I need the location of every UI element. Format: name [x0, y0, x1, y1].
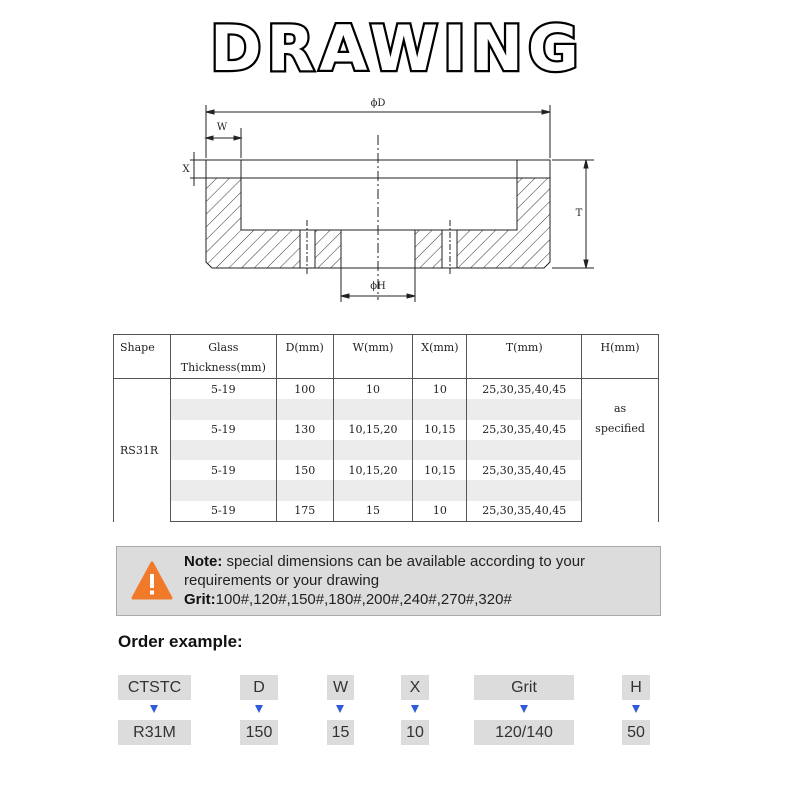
order-example-title: Order example:	[118, 632, 243, 651]
order-key-ctstc: CTSTC	[118, 675, 191, 700]
header-glass: Glass Thickness(mm)	[170, 335, 276, 379]
order-value-w: 15	[327, 720, 354, 745]
table-row	[114, 460, 659, 480]
cell-t: 25,30,35,40,45	[467, 460, 582, 480]
title-text: DRAWING	[210, 12, 584, 78]
cell-x: 10,15	[413, 460, 467, 480]
arrow-down-icon	[520, 705, 528, 713]
label-w: W	[216, 122, 228, 133]
header-h: H(mm)	[582, 335, 659, 379]
note-text: Note: special dimensions can be available according to your requirements or your drawing Grit:100#,120#,150#,180#,200#,240#,270#,320#	[184, 553, 586, 608]
cell-d: 100	[276, 379, 333, 400]
order-key-d: D	[240, 675, 278, 700]
cell-t: 25,30,35,40,45	[467, 420, 582, 440]
label-t: T	[575, 208, 583, 219]
cell-w: 10,15,20	[333, 420, 413, 440]
warning-icon	[131, 561, 173, 601]
arrow-down-icon	[255, 705, 263, 713]
spec-table	[113, 334, 659, 522]
order-value-grit: 120/140	[474, 720, 574, 745]
cell-glass: 5-19	[170, 379, 276, 400]
header-d: D(mm)	[276, 335, 333, 379]
cell-d: 175	[276, 501, 333, 522]
cell-glass: 5-19	[170, 420, 276, 440]
cell-t: 25,30,35,40,45	[467, 379, 582, 400]
order-key-w: W	[327, 675, 354, 700]
header-t: T(mm)	[467, 335, 582, 379]
cell-glass: 5-19	[170, 460, 276, 480]
label-x: X	[182, 164, 190, 175]
cell-x: 10,15	[413, 420, 467, 440]
arrow-down-icon	[150, 705, 158, 713]
header-shape: Shape	[114, 335, 171, 379]
shape-cell: RS31R	[114, 379, 171, 522]
table-row	[114, 379, 659, 400]
cell-x: 10	[413, 379, 467, 400]
arrow-down-icon	[632, 705, 640, 713]
table-header-row	[114, 335, 659, 379]
order-value-ctstc: R31M	[118, 720, 191, 745]
label-h: ϕH	[370, 281, 386, 292]
arrow-down-icon	[336, 705, 344, 713]
table-row-spacer	[114, 440, 659, 460]
table-row	[114, 420, 659, 440]
note-box	[116, 546, 661, 616]
cell-w: 10	[333, 379, 413, 400]
table-row	[114, 501, 659, 522]
label-d: ϕD	[370, 98, 386, 109]
cell-d: 150	[276, 460, 333, 480]
cell-glass: 5-19	[170, 501, 276, 522]
cell-t: 25,30,35,40,45	[467, 501, 582, 522]
order-value-x: 10	[401, 720, 429, 745]
h-value-cell: as specified	[582, 379, 659, 522]
arrow-down-icon	[411, 705, 419, 713]
technical-drawing	[150, 90, 630, 305]
order-key-x: X	[401, 675, 429, 700]
header-w: W(mm)	[333, 335, 413, 379]
order-value-h: 50	[622, 720, 650, 745]
cell-w: 10,15,20	[333, 460, 413, 480]
cell-x: 10	[413, 501, 467, 522]
order-key-grit: Grit	[474, 675, 574, 700]
order-value-d: 150	[240, 720, 278, 745]
table-row-spacer	[114, 480, 659, 500]
cell-d: 130	[276, 420, 333, 440]
cell-w: 15	[333, 501, 413, 522]
table-row-spacer	[114, 399, 659, 419]
order-key-h: H	[622, 675, 650, 700]
drawing-title	[0, 8, 800, 78]
header-x: X(mm)	[413, 335, 467, 379]
